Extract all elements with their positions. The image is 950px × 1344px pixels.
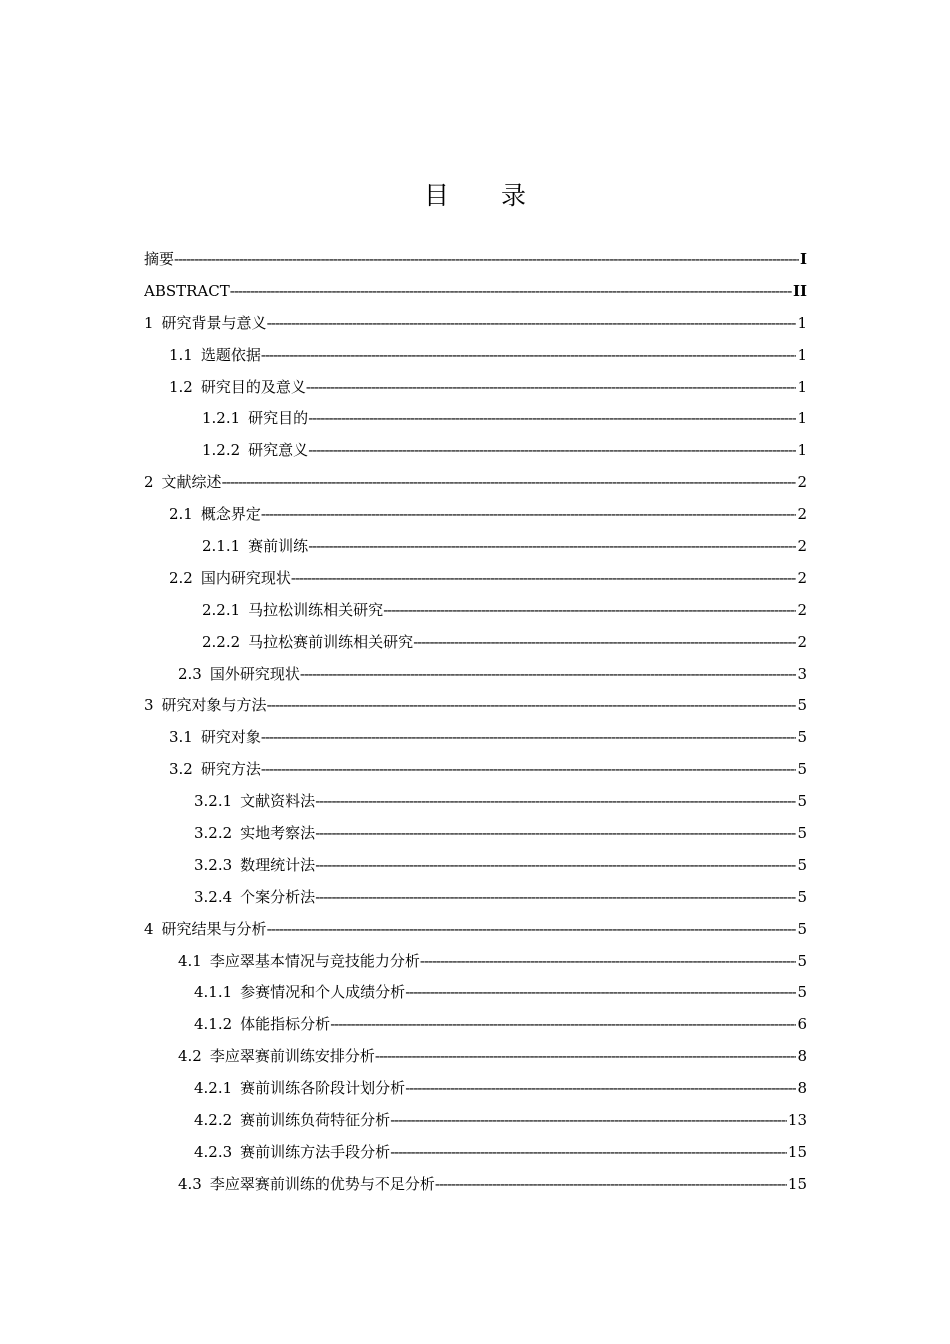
toc-entry-label: 摘要 [144,250,175,268]
toc-entry-label: 赛前训练 [248,537,309,556]
toc-entry-3-2[interactable] [144,755,807,787]
toc-entry-number: 4.3 [178,1174,202,1193]
toc-dot-leader [375,1042,797,1070]
toc-page-number: 2 [797,537,807,556]
toc-page-number: 5 [797,951,807,970]
toc-entry-number: 4.2.2 [194,1111,233,1130]
toc-entry-label: 选题依据 [200,345,261,364]
toc-dot-leader [306,373,797,401]
toc-page-number: 15 [787,1142,807,1161]
toc-entry-number: 1.2 [169,377,193,396]
toc-entry-3-2-1[interactable] [144,787,807,819]
toc-entry-label: 实地考察法 [240,824,316,843]
toc-page-number: 5 [797,983,807,1002]
toc-dot-leader [261,341,797,369]
toc-entry-4-2[interactable] [144,1042,807,1074]
toc-dot-leader [267,915,797,943]
toc-dot-leader [315,787,796,815]
toc-entry-4-2-1[interactable] [144,1074,807,1106]
toc-entry-3-2-2[interactable] [144,819,807,851]
toc-entry-label: 赛前训练负荷特征分析 [240,1111,391,1130]
toc-dot-leader [291,564,797,592]
toc-page-number: 5 [797,792,807,811]
toc-page-number: 5 [797,696,807,715]
toc-entry-label: 个案分析法 [240,887,316,906]
toc-entry-label: 研究对象与方法 [161,696,267,715]
toc-page-number: 3 [797,664,807,683]
toc-entry-number: 3.2.4 [194,887,233,906]
toc-entry-4-1[interactable] [144,947,807,979]
toc-page-number: 2 [797,473,807,492]
toc-entry-number: 1.2.2 [202,441,241,460]
toc-dot-leader [390,1106,787,1134]
toc-dot-leader [230,277,792,305]
toc-entry-4-3[interactable] [144,1170,807,1202]
toc-entry-label: ABSTRACT [144,281,230,300]
toc-entry-1-1[interactable] [144,341,807,373]
toc-entry-number: 2.1.1 [202,537,241,556]
toc-dot-leader [222,468,797,496]
toc-dot-leader [261,723,797,751]
toc-dot-leader [308,436,796,464]
toc-entry-number: 3.2.1 [194,792,233,811]
toc-page-number: 6 [797,1015,807,1034]
toc-entry-number: 4.2.3 [194,1142,233,1161]
toc-page-number: 1 [797,345,807,364]
toc-page-number: 1 [797,409,807,428]
toc-page-number: 5 [797,760,807,779]
toc-entry-2-2-1[interactable] [144,596,807,628]
toc-entry-number: 2 [144,473,154,492]
toc-page-number: 1 [797,377,807,396]
toc-entry-number: 2.2.1 [202,600,241,619]
toc-entry-label: 李应翠赛前训练安排分析 [209,1047,375,1066]
toc-page-number: I [799,250,807,268]
toc-entry-4-2-3[interactable] [144,1138,807,1170]
toc-dot-leader [420,947,797,975]
toc-dot-leader [261,500,797,528]
toc-page-number: 5 [797,887,807,906]
toc-entry-label: 体能指标分析 [240,1015,331,1034]
toc-page-number: 8 [797,1079,807,1098]
toc-dot-leader [435,1170,787,1198]
toc-dot-leader [300,660,797,688]
toc-entry-number: 4.1.2 [194,1015,233,1034]
toc-entry-label: 文献资料法 [240,792,316,811]
toc-entry-label: 参赛情况和个人成绩分析 [240,983,406,1002]
toc-dot-leader [174,245,799,273]
toc-page-number: II [792,281,807,300]
toc-entry-label: 研究意义 [248,441,309,460]
toc-list [144,245,807,1202]
toc-entry-label: 研究目的 [248,409,309,428]
toc-entry-number: 3.1 [169,728,193,747]
toc-entry-2-1[interactable] [144,500,807,532]
toc-entry-label: 国外研究现状 [209,664,300,683]
toc-title: 目 录 [424,181,548,210]
toc-page-number: 5 [797,919,807,938]
toc-dot-leader [315,883,796,911]
toc-entry-label: 研究结果与分析 [161,919,267,938]
toc-entry-label: 数理统计法 [240,855,316,874]
toc-entry-number: 1.2.1 [202,409,241,428]
toc-entry-label: 马拉松赛前训练相关研究 [248,632,414,651]
toc-entry-label: 马拉松训练相关研究 [248,600,384,619]
toc-entry-number: 3 [144,696,154,715]
toc-entry-label: 研究目的及意义 [200,377,306,396]
toc-page-number: 2 [797,632,807,651]
toc-entry-label: 文献综述 [161,473,222,492]
toc-entry-number: 2.2.2 [202,632,241,651]
toc-dot-leader [390,1138,787,1166]
toc-entry-label: 李应翠基本情况与竞技能力分析 [209,951,420,970]
toc-entry-number: 2.3 [178,664,202,683]
toc-entry-2-1-1[interactable] [144,532,807,564]
toc-entry-number: 1 [144,313,154,332]
toc-dot-leader [383,596,796,624]
toc-entry-number: 2.2 [169,568,193,587]
toc-entry-number: 4 [144,919,154,938]
toc-entry-1-2-2[interactable] [144,436,807,468]
toc-dot-leader [315,819,796,847]
toc-entry-number: 4.1 [178,951,202,970]
toc-page-number: 2 [797,600,807,619]
toc-page-number: 15 [787,1174,807,1193]
toc-page-number: 2 [797,568,807,587]
toc-entry-2-2-2[interactable] [144,628,807,660]
toc-entry-3-2-3[interactable] [144,851,807,883]
toc-entry-4-1-1[interactable] [144,978,807,1010]
toc-entry-1-2-1[interactable] [144,404,807,436]
toc-page-number: 1 [797,441,807,460]
toc-dot-leader [405,978,796,1006]
toc-entry-number: 4.2 [178,1047,202,1066]
toc-entry-4[interactable] [144,915,807,947]
toc-entry-2-2[interactable] [144,564,807,596]
toc-page-number: 5 [797,824,807,843]
toc-dot-leader [267,309,797,337]
toc-entry-label: 概念界定 [200,505,261,524]
toc-entry-label: 国内研究现状 [200,568,291,587]
toc-entry-label: 研究方法 [200,760,261,779]
toc-entry-abstract-en[interactable] [144,277,807,309]
toc-page-number: 1 [797,313,807,332]
toc-dot-leader [413,628,796,656]
toc-page-number: 13 [787,1111,807,1130]
toc-entry-number: 4.1.1 [194,983,233,1002]
toc-entry-number: 1.1 [169,345,193,364]
toc-dot-leader [330,1010,796,1038]
toc-dot-leader [308,404,796,432]
toc-entry-label: 研究背景与意义 [161,313,267,332]
toc-entry-number: 3.2 [169,760,193,779]
toc-entry-label: 赛前训练各阶段计划分析 [240,1079,406,1098]
toc-entry-1-2[interactable] [144,373,807,405]
toc-page-number: 8 [797,1047,807,1066]
toc-dot-leader [315,851,796,879]
toc-page-number: 5 [797,855,807,874]
toc-entry-number: 3.2.3 [194,855,233,874]
toc-dot-leader [261,755,797,783]
toc-entry-1[interactable] [144,309,807,341]
toc-entry-4-2-2[interactable] [144,1106,807,1138]
toc-entry-label: 赛前训练方法手段分析 [240,1142,391,1161]
toc-entry-3[interactable] [144,691,807,723]
toc-entry-2-3[interactable] [144,660,807,692]
toc-entry-label: 研究对象 [200,728,261,747]
toc-dot-leader [308,532,796,560]
toc-entry-number: 3.2.2 [194,824,233,843]
toc-entry-3-1[interactable] [144,723,807,755]
toc-entry-label: 李应翠赛前训练的优势与不足分析 [209,1174,435,1193]
toc-entry-4-1-2[interactable] [144,1010,807,1042]
toc-dot-leader [267,691,797,719]
toc-entry-number: 4.2.1 [194,1079,233,1098]
toc-entry-number: 2.1 [169,505,193,524]
toc-dot-leader [405,1074,796,1102]
toc-entry-2[interactable] [144,468,807,500]
toc-entry-abstract-cn[interactable] [144,245,807,277]
toc-entry-3-2-4[interactable] [144,883,807,915]
toc-page-number: 2 [797,505,807,524]
toc-page-number: 5 [797,728,807,747]
